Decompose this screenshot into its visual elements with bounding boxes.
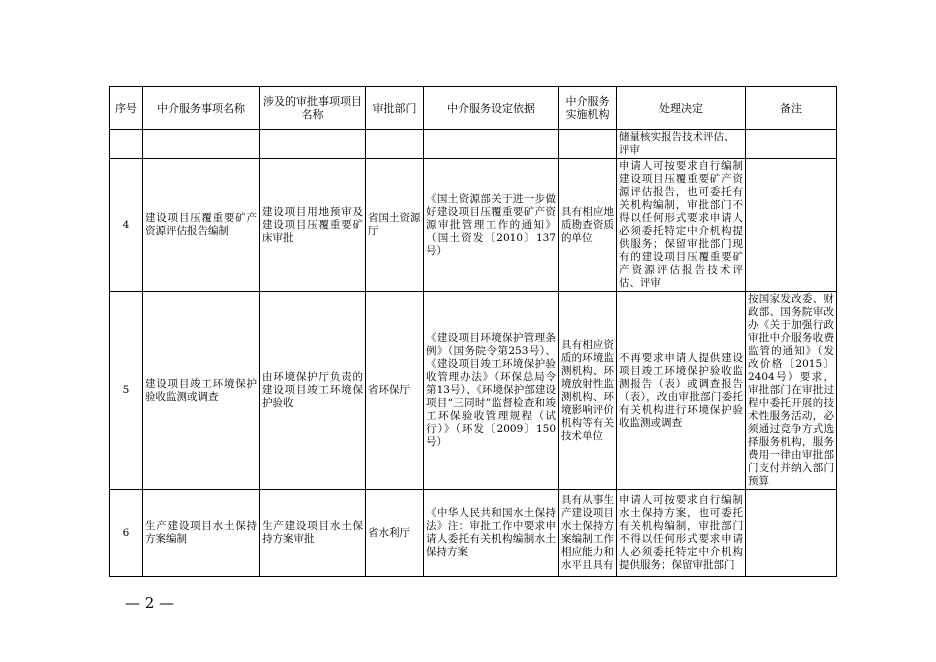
cell-no	[110, 130, 143, 159]
header-row	[110, 87, 837, 130]
cell-agency: 具有相应地质勘查资质的单位	[559, 159, 617, 292]
cell-basis: 《建设项目环境保护管理条例》（国务院令第253号）、《建设项目竣工环境保护验收管理办法》（环保总局令第13号）、《环境保护部建设项目“三同时”监督检查和竣工环保验收管理规程（试行）》（环发〔2009〕150号）	[424, 292, 559, 490]
cell-basis: 《中华人民共和国水土保持法》注：审批工作中要求申请人委托有关机构编制水土保持方案	[424, 490, 559, 577]
cell-service	[143, 130, 260, 159]
cell-department: 省环保厅	[366, 292, 424, 490]
cell-remark	[746, 159, 837, 292]
header-remark: 备注	[746, 87, 837, 130]
cell-agency: 具有相应资质的环境监测机构、环境放射性监测机构、环境影响评价机构等有关技术单位	[559, 292, 617, 490]
cell-department: 省国土资源厅	[366, 159, 424, 292]
header-basis: 中介服务设定依据	[424, 87, 559, 130]
cell-service: 生产建设项目水土保持方案编制	[143, 490, 260, 577]
table-row	[110, 130, 837, 159]
approval-table	[109, 86, 837, 577]
table-row	[110, 490, 837, 577]
cell-remark	[746, 130, 837, 159]
header-service: 中介服务事项名称	[143, 87, 260, 130]
cell-approval-item: 生产建设项目水土保持方案审批	[260, 490, 366, 577]
cell-no: 4	[110, 159, 143, 292]
cell-approval-item: 由环境保护厅负责的建设项目竣工环境保护验收	[260, 292, 366, 490]
cell-service: 建设项目压覆重要矿产资源评估报告编制	[143, 159, 260, 292]
cell-remark	[746, 490, 837, 577]
table-row	[110, 159, 837, 292]
cell-approval-item: 建设项目用地预审及建设项目压覆重要矿床审批	[260, 159, 366, 292]
cell-no: 6	[110, 490, 143, 577]
cell-department	[366, 130, 424, 159]
cell-basis	[424, 130, 559, 159]
page-number: — 2 —	[125, 594, 175, 612]
header-department: 审批部门	[366, 87, 424, 130]
cell-decision: 申请人可按要求自行编制建设项目压覆重要矿产资源评估报告，也可委托有关机构编制，审批部门不得以任何形式要求申请人必须委托特定中介机构提供服务；保留审批部门现有的建设项目压覆重要矿产资源评估报告技术评估、评审	[617, 159, 746, 292]
header-approval-item: 涉及的审批事项项目名称	[260, 87, 366, 130]
cell-department: 省水利厅	[366, 490, 424, 577]
header-no: 序号	[110, 87, 143, 130]
header-decision: 处理决定	[617, 87, 746, 130]
cell-basis: 《国土资源部关于进一步做好建设项目压覆重要矿产资源审批管理工作的通知》（国土资发〔2010〕137号）	[424, 159, 559, 292]
table-row	[110, 292, 837, 490]
header-agency: 中介服务实施机构	[559, 87, 617, 130]
cell-decision: 不再要求申请人提供建设项目竣工环境保护验收监测报告（表）或调查报告（表），改由审批部门委托有关机构进行环境保护验收监测或调查	[617, 292, 746, 490]
cell-no: 5	[110, 292, 143, 490]
cell-agency	[559, 130, 617, 159]
cell-approval-item	[260, 130, 366, 159]
cell-agency: 具有从事生产建设项目水土保持方案编制工作相应能力和水平且具有	[559, 490, 617, 577]
cell-decision: 储量核实报告技术评估、评审	[617, 130, 746, 159]
cell-service: 建设项目竣工环境保护验收监测或调查	[143, 292, 260, 490]
cell-remark: 按国家发改委、财政部、国务院审改办《关于加强行政审批中介服务收费监管的通知》（发改价格〔2015〕2404号）要求，审批部门在审批过程中委托开展的技术性服务活动，必须通过竞争方式选择服务机构，服务费用一律由审批部门支付并纳入部门预算	[746, 292, 837, 490]
cell-decision: 申请人可按要求自行编制水土保持方案，也可委托有关机构编制，审批部门不得以任何形式要求申请人必须委托特定中介机构提供服务；保留审批部门	[617, 490, 746, 577]
